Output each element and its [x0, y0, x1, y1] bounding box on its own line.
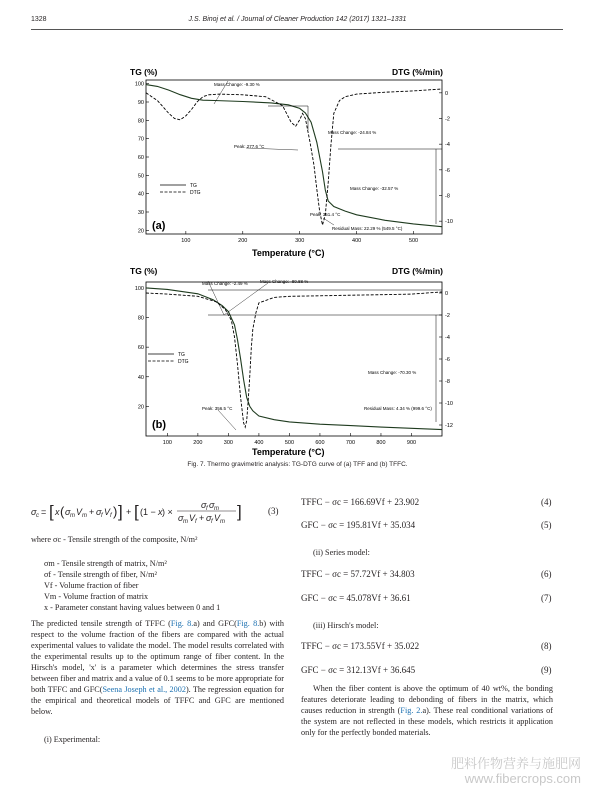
annotation: Mass Change: -9.30 % — [214, 82, 260, 87]
reference-link[interactable]: Seena Joseph et al., 2002 — [102, 685, 186, 694]
equation-5-number: (5) — [541, 520, 552, 530]
definition-item: Vm - Volume fraction of matrix — [44, 592, 149, 601]
y2-tick-label: -6 — [445, 167, 450, 174]
x-tick-label: 300 — [223, 440, 233, 446]
svg-text:σ: σ — [65, 507, 71, 517]
watermark: 肥料作物营养与施肥网 www.fibercrops.com — [450, 756, 581, 786]
experimental-label: (i) Experimental: — [44, 735, 101, 744]
y2-tick-label: 0 — [445, 90, 449, 97]
legend-label: DTG — [178, 359, 189, 365]
svg-text:) ×: ) × — [162, 507, 173, 517]
y2-tick-label: -2 — [445, 313, 450, 319]
x-tick-label: 400 — [254, 440, 264, 446]
svg-text:m: m — [214, 506, 219, 512]
definition-item: σm - Tensile strength of matrix, N/m² — [44, 559, 167, 568]
equation-8: TFFC − σc = 173.55Vf + 35.022 — [301, 641, 420, 651]
y-tick-label: 20 — [137, 228, 144, 235]
svg-text:V: V — [189, 513, 196, 523]
body-paragraph-right: When the fiber content is above the optimum of 40 wt%, the bonding features deteriorate leading to debonding of fibers in the matrix, which causes reduction in strength (Fig. 2.a). These real conditional variations of the system are not reflected in these models, which restricts it application only for the perfectly bonded materials. — [301, 684, 553, 737]
equation-3 — [31, 498, 271, 526]
svg-text:+: + — [126, 507, 132, 517]
y2-tick-label: -4 — [445, 142, 450, 149]
y-tick-label: 100 — [134, 81, 144, 88]
panel-label: (a) — [152, 220, 166, 232]
svg-text:f: f — [211, 519, 213, 524]
annotation: Peak: 277.6 °C — [234, 144, 265, 149]
y-tick-label: 30 — [137, 210, 144, 216]
svg-text:f: f — [195, 519, 197, 524]
svg-text:V: V — [104, 507, 111, 517]
y2-axis-label: DTG (%/min) — [392, 67, 443, 77]
svg-text:(: ( — [60, 504, 65, 519]
y2-tick-label: -8 — [445, 379, 450, 385]
svg-text:(1 −: (1 − — [140, 507, 156, 517]
y-tick-label: 60 — [137, 345, 144, 352]
x-tick-label: 400 — [352, 238, 362, 244]
y-tick-label: 90 — [137, 100, 144, 106]
definition-item: Vf - Volume fraction of fiber — [44, 581, 139, 590]
x-tick-label: 700 — [345, 440, 356, 446]
annotation: Mass Change: -32.57 % — [350, 186, 399, 191]
x-tick-label: 800 — [376, 440, 386, 446]
hirsch-model-label: (iii) Hirsch's model: — [313, 621, 379, 630]
plot-frame — [146, 282, 442, 436]
equation-5: GFC − σc = 195.81Vf + 35.034 — [301, 520, 416, 530]
series-model-label: (ii) Series model: — [313, 548, 370, 557]
svg-text:]: ] — [237, 502, 242, 521]
equation-8-number: (8) — [541, 641, 552, 651]
svg-text:σ: σ — [201, 500, 207, 510]
header-rule — [31, 29, 563, 30]
y2-tick-label: -6 — [445, 357, 450, 363]
tg-dtg-chart-b — [118, 262, 478, 458]
plot-frame — [146, 80, 442, 234]
legend-label: DTG — [190, 190, 201, 196]
legend-label: TG — [178, 352, 185, 358]
figure-link[interactable]: Fig. 8. — [236, 619, 260, 628]
svg-text:V: V — [214, 513, 221, 523]
equation-3-formula — [31, 498, 271, 524]
y2-tick-label: -10 — [445, 401, 453, 407]
where-line: where σc - Tensile strength of the composite, N/m² — [31, 535, 198, 544]
y2-tick-label: -10 — [445, 219, 453, 226]
y2-tick-label: -2 — [445, 116, 450, 123]
y2-tick-label: 0 — [445, 291, 449, 297]
equation-4-number: (4) — [541, 497, 552, 507]
annotation: Peak: 351.4 °C — [310, 212, 341, 217]
equation-6-number: (6) — [541, 569, 552, 579]
svg-text:[: [ — [49, 502, 54, 521]
annotation: Mass Change: -80.88 % — [260, 279, 309, 284]
equation-7: GFC − σc = 45.078Vf + 36.61 — [301, 593, 411, 603]
y-axis-label: TG (%) — [130, 67, 158, 77]
svg-text:σ: σ — [96, 507, 102, 517]
equation-9-number: (9) — [541, 665, 552, 675]
equation-7-number: (7) — [541, 593, 552, 603]
y-tick-label: 60 — [137, 155, 144, 161]
panel-label: (b) — [152, 419, 167, 431]
svg-text:V: V — [76, 507, 83, 517]
legend-label: TG — [190, 183, 197, 189]
y-tick-label: 20 — [137, 404, 144, 411]
y2-tick-label: -4 — [445, 335, 450, 341]
y-tick-label: 70 — [137, 136, 144, 143]
y-tick-label: 40 — [137, 191, 144, 198]
svg-text:): ) — [113, 504, 118, 519]
x-axis-label: Temperature (°C) — [252, 248, 325, 258]
annotation: Mass Change: -2.49 % — [202, 281, 248, 286]
figure-caption: Fig. 7. Thermo gravimetric analysis: TG-DTG curve of (a) TFF and (b) TFFC. — [187, 461, 408, 468]
annotation: Mass Change: -70.30 % — [368, 370, 417, 375]
body-paragraph-left: The predicted tensile strength of TFFC (Fig. 8.a) and GFC(Fig. 8.b) with respect to the volume fraction of the fibers are compared with the actual experimental values to validate the model. The model results correlated with the experimental results up to the optimum range of fiber content. In the Hirsch's model, 'x' is a parameter which determines the stress transfer between fiber and matrix and a value of 0.1 seems to be more appropriate for both TFFC and GFC(Seena Joseph et al., 2002). The regression equation for the empirical and theoretical models of TFFC and GFC are mentioned below. — [31, 619, 285, 716]
svg-text:]: ] — [118, 502, 123, 521]
annotation: Residual Mass: 22.29 % (549.5 °C) — [332, 226, 403, 231]
svg-text:m: m — [70, 513, 75, 519]
definitions-list — [44, 558, 284, 613]
figure-link[interactable]: Fig. 2. — [400, 706, 423, 715]
svg-text:c: c — [36, 513, 39, 519]
svg-text:f: f — [101, 513, 103, 519]
svg-text:f: f — [110, 513, 112, 519]
x-tick-label: 500 — [284, 440, 295, 446]
x-tick-label: 200 — [193, 440, 203, 446]
journal-citation: J.S. Binoj et al. / Journal of Cleaner Production 142 (2017) 1321–1331 — [188, 16, 407, 23]
svg-text:m: m — [82, 513, 87, 519]
definition-item: x - Parameter constant having values between 0 and 1 — [44, 603, 221, 612]
figure-link[interactable]: Fig. 8. — [170, 619, 194, 628]
svg-text:σ: σ — [206, 513, 212, 523]
x-tick-label: 600 — [315, 440, 325, 446]
y-tick-label: 100 — [134, 285, 144, 292]
svg-text:[: [ — [134, 502, 139, 521]
y-tick-label: 50 — [137, 173, 144, 180]
equation-4: TFFC − σc = 166.69Vf + 23.902 — [301, 497, 420, 507]
tg-dtg-chart-a — [118, 60, 478, 260]
annotation: Residual Mass: 4.34 % (999.6 °C) — [364, 406, 432, 411]
svg-text:x: x — [55, 507, 60, 517]
y-axis-label: TG (%) — [130, 266, 158, 276]
svg-text:σ: σ — [31, 507, 37, 517]
svg-text:m: m — [220, 519, 225, 524]
x-tick-label: 100 — [181, 238, 191, 244]
svg-text:m: m — [183, 519, 188, 524]
y-tick-label: 80 — [137, 315, 144, 322]
y2-tick-label: -8 — [445, 193, 450, 200]
y2-axis-label: DTG (%/min) — [392, 266, 443, 276]
equation-6: TFFC − σc = 57.72Vf + 34.803 — [301, 569, 415, 579]
svg-text:f: f — [206, 506, 208, 512]
svg-text:σ: σ — [178, 513, 184, 523]
svg-text:x: x — [158, 507, 163, 517]
y-tick-label: 80 — [137, 118, 144, 125]
x-tick-label: 100 — [162, 440, 172, 446]
x-axis-label: Temperature (°C) — [252, 447, 325, 457]
svg-text:=: = — [41, 507, 47, 517]
running-header — [0, 16, 595, 30]
x-tick-label: 900 — [406, 440, 417, 446]
equation-3-number: (3) — [268, 506, 279, 516]
x-tick-label: 300 — [295, 238, 305, 244]
y-tick-label: 40 — [137, 374, 144, 381]
svg-text:σ: σ — [209, 500, 215, 510]
equation-9: GFC − σc = 312.13Vf + 36.645 — [301, 665, 416, 675]
svg-text:+: + — [89, 507, 95, 517]
x-tick-label: 500 — [408, 238, 419, 244]
y2-tick-label: -12 — [445, 423, 453, 429]
annotation: Peak: 356.5 °C — [202, 406, 233, 411]
page-number: 1328 — [31, 16, 47, 23]
svg-text:+: + — [199, 513, 205, 523]
annotation: Mass Change: -24.84 % — [328, 130, 377, 135]
definition-item: σf - Tensile strength of fiber, N/m² — [44, 570, 157, 579]
x-tick-label: 200 — [238, 238, 248, 244]
